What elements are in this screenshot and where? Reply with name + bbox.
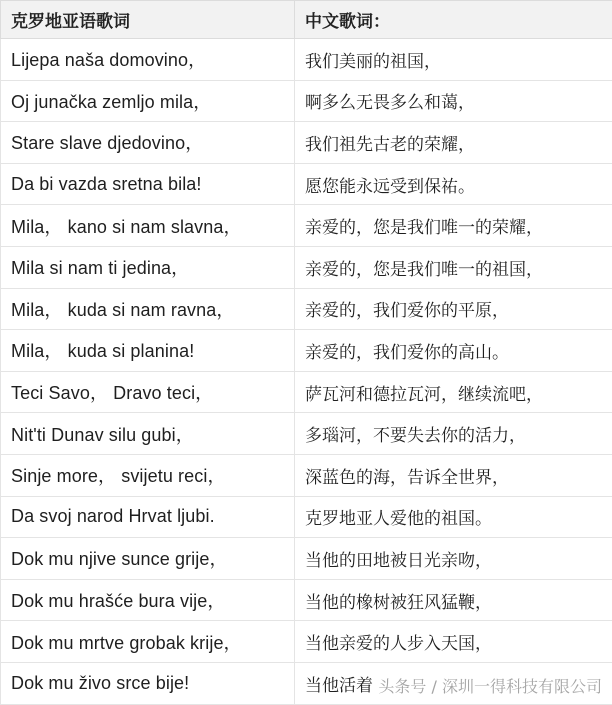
croatian-lyric-cell: Nit'ti Dunav silu gubi， [1, 413, 295, 455]
table-row [1, 122, 612, 164]
chinese-lyric-cell: 我们祖先古老的荣耀， [295, 122, 612, 164]
table-row [1, 330, 612, 372]
chinese-lyric-cell: 萨瓦河和德拉瓦河，继续流吧， [295, 371, 612, 413]
table-row [1, 496, 612, 538]
croatian-lyric-cell: Da bi vazda sretna bila! [1, 163, 295, 205]
table-row [1, 662, 612, 704]
croatian-lyric-cell: Stare slave djedovino， [1, 122, 295, 164]
chinese-lyric-cell: 当他活着 [295, 662, 612, 704]
table-row [1, 39, 612, 81]
chinese-lyric-cell: 亲爱的，您是我们唯一的荣耀， [295, 205, 612, 247]
table-row [1, 163, 612, 205]
chinese-lyric-cell: 当他的橡树被狂风猛鞭， [295, 579, 612, 621]
croatian-lyric-cell: Dok mu mrtve grobak krije， [1, 621, 295, 663]
croatian-lyric-cell: Oj junačka zemljo mila， [1, 80, 295, 122]
croatian-lyric-cell: Dok mu njive sunce grije， [1, 538, 295, 580]
watermark: 头条号 / 深圳一得科技有限公司 [378, 674, 602, 697]
lyrics-body [1, 39, 612, 705]
croatian-lyric-cell: Mila， kuda si nam ravna， [1, 288, 295, 330]
chinese-lyric-cell: 多瑙河，不要失去你的活力， [295, 413, 612, 455]
chinese-lyric-cell: 愿您能永远受到保祐。 [295, 163, 612, 205]
chinese-lyric-cell: 啊多么无畏多么和蔼， [295, 80, 612, 122]
table-row [1, 538, 612, 580]
croatian-lyric-cell: Mila， kano si nam slavna， [1, 205, 295, 247]
croatian-lyric-cell: Da svoj narod Hrvat ljubi. [1, 496, 295, 538]
table-row [1, 371, 612, 413]
chinese-lyric-cell: 深蓝色的海，告诉全世界， [295, 454, 612, 496]
table-row [1, 80, 612, 122]
croatian-lyric-cell: Lijepa naša domovino， [1, 39, 295, 81]
chinese-lyric-cell: 当他亲爱的人步入天国， [295, 621, 612, 663]
chinese-lyric-cell: 克罗地亚人爱他的祖国。 [295, 496, 612, 538]
table-row [1, 288, 612, 330]
table-row [1, 579, 612, 621]
table-row [1, 413, 612, 455]
chinese-lyrics-header: 中文歌词： [295, 1, 612, 39]
chinese-lyric-cell: 我们美丽的祖国， [295, 39, 612, 81]
croatian-lyric-cell: Dok mu živo srce bije! [1, 662, 295, 704]
croatian-lyric-cell: Teci Savo， Dravo teci， [1, 371, 295, 413]
croatian-lyric-cell: Dok mu hrašće bura vije， [1, 579, 295, 621]
chinese-lyric-cell: 亲爱的，我们爱你的高山。 [295, 330, 612, 372]
table-row [1, 205, 612, 247]
croatian-lyric-cell: Mila， kuda si planina! [1, 330, 295, 372]
table-row [1, 621, 612, 663]
chinese-lyric-cell: 亲爱的，您是我们唯一的祖国， [295, 246, 612, 288]
header-row [1, 1, 612, 39]
table-row [1, 246, 612, 288]
croatian-lyric-cell: Sinje more， svijetu reci， [1, 454, 295, 496]
chinese-lyric-cell: 当他的田地被日光亲吻， [295, 538, 612, 580]
croatian-lyrics-header: 克罗地亚语歌词 [1, 1, 295, 39]
chinese-lyric-cell: 亲爱的，我们爱你的平原， [295, 288, 612, 330]
table-row [1, 454, 612, 496]
croatian-lyric-cell: Mila si nam ti jedina， [1, 246, 295, 288]
